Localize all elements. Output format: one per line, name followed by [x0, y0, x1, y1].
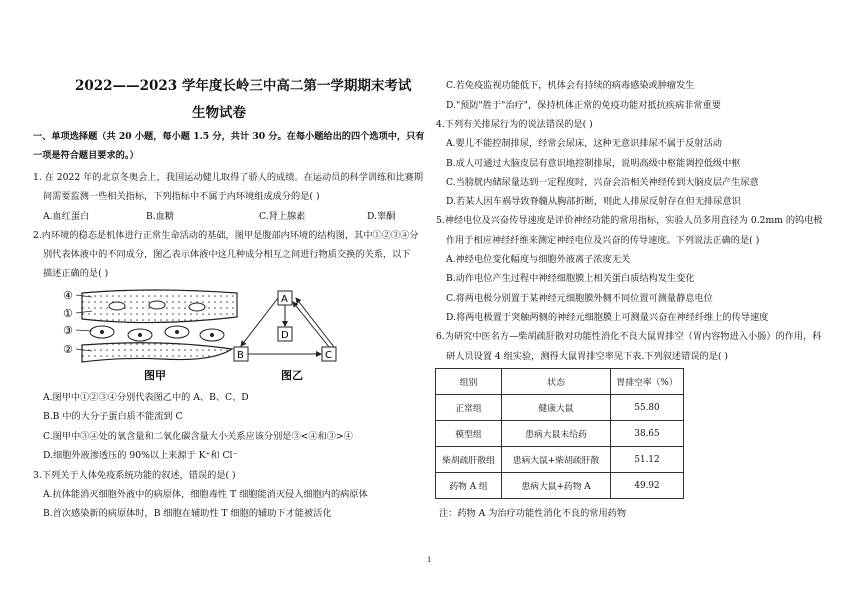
q5-stem: 作用于相应神经纤维来测定神经电位及兴奋的传导速度。下列说法正确的是( ) — [446, 235, 760, 246]
fig-yi-node-c: C — [325, 350, 332, 361]
fig-yi-caption: 图乙 — [281, 369, 303, 382]
fig-jia-caption: 图甲 — [144, 369, 166, 382]
page-number: 1 — [427, 556, 432, 564]
table-cell: 55.80 — [611, 395, 684, 421]
q4-option-a: A.婴儿不能控制排尿，经常会尿床，这种无意识排尿不属于反射活动 — [446, 138, 722, 149]
q1-option-d: D.睾酮 — [367, 211, 396, 222]
table-note: 注：药物 A 为治疗功能性消化不良的常用药物 — [439, 508, 627, 519]
q5-option-b: B.动作电位产生过程中神经细胞膜上相关蛋白质结构发生变化 — [446, 273, 695, 284]
q2-option-d: D.细胞外液渗透压的 90%以上来源于 K⁺和 Cl⁻ — [43, 450, 238, 461]
exam-title: 2022——2023 学年度长岭三中高二第一学期期末考试 — [75, 78, 412, 94]
fig-yi-node-a: A — [281, 294, 288, 305]
q5-stem: 5.神经电位及兴奋传导速度是评价神经功能的常用指标，实验人员多用直径为 0.2mm 的钨电极 — [436, 215, 823, 226]
table-row — [436, 421, 684, 447]
fig-jia-label-2: ② — [63, 343, 73, 356]
q2-option-a: A.图甲中①②③④分别代表图乙中的 A、B、C、D — [43, 392, 249, 403]
fig-jia-label-1: ① — [63, 307, 73, 320]
q2-option-c: C.图甲中③④处的氧含量和二氧化碳含量大小关系应该分别是③<④和③>④ — [43, 431, 353, 442]
figure-jia — [62, 287, 242, 387]
table-cell: 正常组 — [436, 395, 502, 421]
q1-option-a: A.血红蛋白 — [43, 211, 90, 222]
q5-option-a: A.神经电位变化幅度与细胞外液离子浓度无关 — [446, 254, 631, 265]
q3-option-b: B.首次感染新的病原体时，B 细胞在辅助性 T 细胞的辅助下才能被活化 — [43, 508, 332, 519]
q4-stem: 4.下列有关排尿行为的说法错误的是( ) — [436, 119, 593, 130]
fig-yi-node-d: D — [281, 330, 289, 341]
fig-jia-label-4: ④ — [63, 289, 73, 302]
table-cell: 患病大鼠+药物 A — [502, 473, 611, 499]
q2-stem: 描述正确的是( ) — [43, 268, 109, 279]
q2-stem: 别代表体液中的不同成分，图乙表示体液中这几种成分相互之间进行物质交换的关系，以下 — [43, 249, 411, 260]
table-row — [436, 473, 684, 499]
q3-option-d: D."预防"胜于"治疗"，保持机体正常的免疫功能对抵抗疾病非常重要 — [446, 100, 721, 111]
q4-option-b: B.成人可通过大脑皮层有意识地控制排尿，说明高级中枢能调控低级中枢 — [446, 158, 741, 169]
table-header-cell: 胃排空率（%） — [611, 369, 684, 395]
table-header-row — [436, 369, 684, 395]
q6-stem: 研人员设置 4 组实验，测得大鼠胃排空率见下表.下列叙述错误的是( ) — [446, 351, 728, 362]
table-row — [436, 395, 684, 421]
exam-subtitle: 生物试卷 — [192, 105, 246, 121]
q2-stem: 2.内环境的稳态是机体进行正常生命活动的基础，图甲是腹部内环境的结构图，其中①②③④分 — [33, 230, 419, 241]
table-cell: 模型组 — [436, 421, 502, 447]
fig-jia-label-3: ③ — [63, 324, 73, 337]
q2-option-b: B.B 中的大分子蛋白质不能流到 C — [43, 411, 183, 422]
q1-option-b: B.血糖 — [146, 211, 175, 222]
q6-stem: 6.为研究中医名方—柴胡疏肝散对功能性消化不良大鼠胃排空（胃内容物进入小肠）的作用，科 — [436, 331, 822, 342]
table-cell: 49.92 — [611, 473, 684, 499]
table-cell: 51.12 — [611, 447, 684, 473]
q3-option-c: C.若免疫监视功能低下，机体会有持续的病毒感染或肿瘤发生 — [446, 80, 695, 91]
results-table — [435, 368, 684, 499]
table-header-cell: 组别 — [436, 369, 502, 395]
q3-stem: 3.下列关于人体免疫系统功能的叙述，错误的是( ) — [33, 470, 236, 481]
q4-option-c: C.当膀胱内储尿量达到一定程度时，兴奋会沿相关神经传到大脑皮层产生尿意 — [446, 177, 759, 188]
table-cell: 38.65 — [611, 421, 684, 447]
q1-option-c: C.肾上腺素 — [259, 211, 306, 222]
q5-option-c: C.将两电极分别置于某神经元细胞膜外侧不同位置可测量静息电位 — [446, 293, 713, 304]
table-cell: 患病大鼠未给药 — [502, 421, 611, 447]
q5-option-d: D.将两电极置于突触两侧的神经元细胞膜上可测量兴奋在神经纤维上的传导速度 — [446, 312, 769, 323]
q3-option-a: A.抗体能消灭细胞外液中的病原体，细胞毒性 T 细胞能消灭侵入细胞内的病原体 — [43, 489, 368, 500]
table-cell: 柴胡疏肝散组 — [436, 447, 502, 473]
figure-yi — [226, 285, 351, 385]
fig-yi-node-b: B — [237, 350, 244, 361]
table-cell: 健康大鼠 — [502, 395, 611, 421]
section-heading-cont: 一项是符合题目要求的。） — [33, 150, 139, 161]
table-cell: 药物 A 组 — [436, 473, 502, 499]
table-row — [436, 447, 684, 473]
table-cell: 患病大鼠+柴胡疏肝散 — [502, 447, 611, 473]
q4-option-d: D.若某人因车祸导致脊髓从胸部折断，则此人排尿反射存在但无排尿意识 — [446, 196, 741, 207]
table-header-cell: 状态 — [502, 369, 611, 395]
q1-stem: 1. 在 2022 年的北京冬奥会上，我国运动健儿取得了骄人的成绩。在运动员的科学训练和比赛期 — [33, 172, 424, 183]
lymph-vessel-shape — [82, 343, 232, 362]
section-heading: 一、单项选择题（共 20 小题，每小题 1.5 分，共计 30 分。在每小题给出的四个选项中，只有 — [33, 131, 425, 142]
q1-stem: 间需要监测一些相关指标，下列指标中不属于内环境组成成分的是( ) — [43, 191, 320, 202]
